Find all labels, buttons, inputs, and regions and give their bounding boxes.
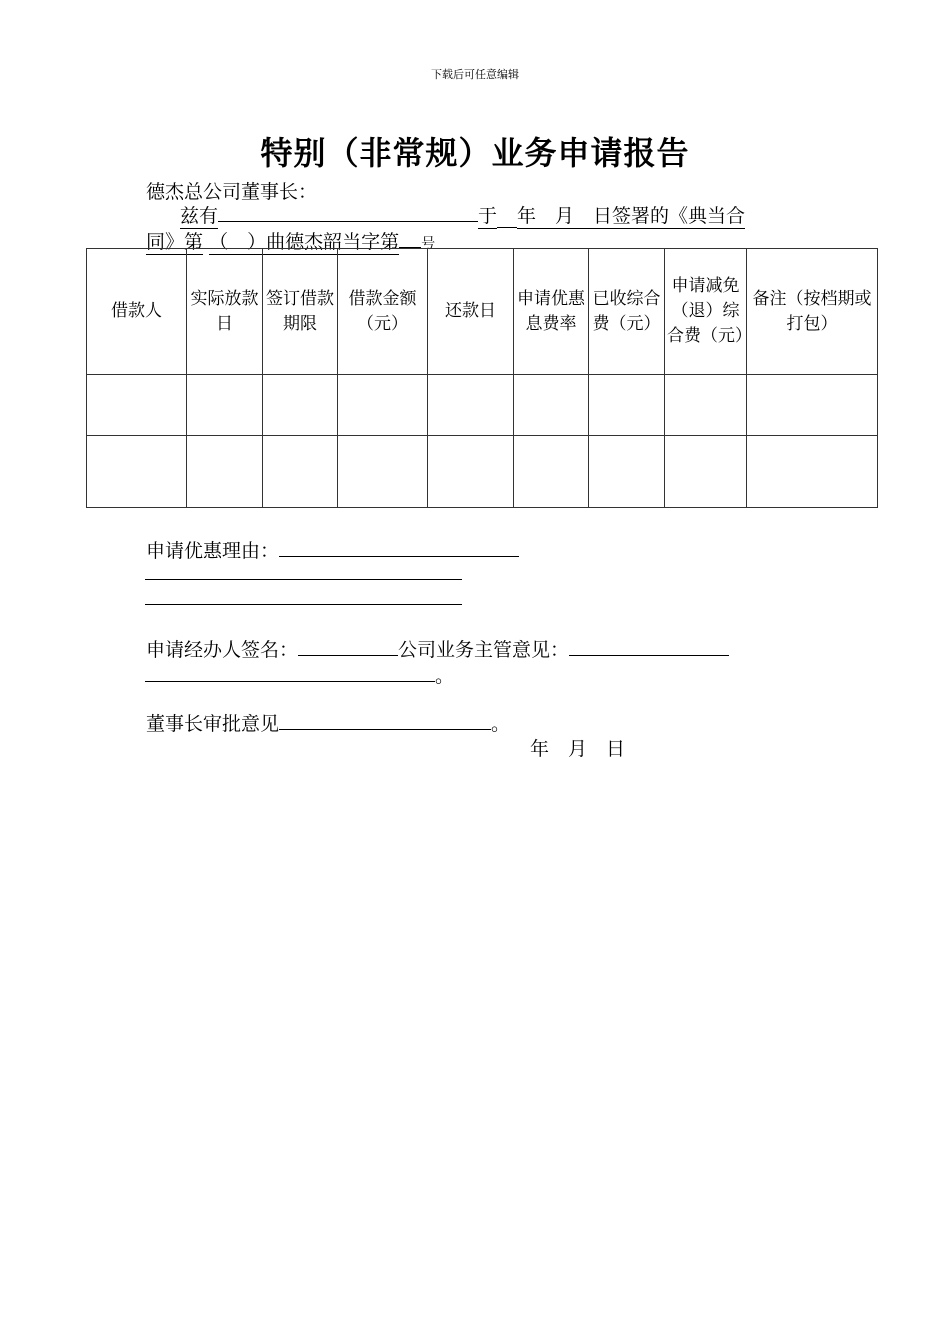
supervisor-line-2 bbox=[145, 661, 454, 688]
table-cell[interactable] bbox=[187, 375, 263, 436]
header-loan-term: 签订借款期限 bbox=[263, 249, 338, 375]
signer-label: 申请经办人签名： bbox=[146, 639, 299, 661]
period-2: 。 bbox=[491, 713, 511, 735]
header-note: 下载后可任意编辑 bbox=[431, 68, 519, 81]
header-repayment-date: 还款日 bbox=[428, 249, 514, 375]
header-remarks: 备注（按档期或打包） bbox=[747, 249, 878, 375]
header-fee-reduction: 申请减免（退）综合费（元） bbox=[665, 249, 747, 375]
loan-table bbox=[86, 248, 878, 508]
line1-date-part: 年 月 日签署的《典当合 bbox=[517, 201, 745, 229]
table-cell[interactable] bbox=[338, 375, 428, 436]
chairman-label: 董事长审批意见 bbox=[146, 713, 280, 735]
signer-blank[interactable] bbox=[298, 637, 398, 656]
supervisor-label: 公司业务主管意见： bbox=[398, 639, 570, 661]
table-cell[interactable] bbox=[589, 436, 665, 508]
supervisor-blank-2[interactable] bbox=[145, 663, 435, 682]
table-cell[interactable] bbox=[428, 375, 514, 436]
chairman-blank[interactable] bbox=[279, 711, 491, 730]
table-cell[interactable] bbox=[665, 375, 747, 436]
borrower-blank[interactable] bbox=[218, 203, 478, 222]
table-cell[interactable] bbox=[338, 436, 428, 508]
table-cell[interactable] bbox=[747, 375, 878, 436]
header-borrower: 借款人 bbox=[87, 249, 187, 375]
line2-part2: 曲德杰韶当字第 bbox=[266, 227, 399, 255]
table-cell[interactable] bbox=[187, 436, 263, 508]
line2-part1: 同》第 bbox=[146, 227, 203, 255]
header-actual-loan-date: 实际放款日 bbox=[187, 249, 263, 375]
table-cell[interactable] bbox=[87, 375, 187, 436]
table-cell[interactable] bbox=[263, 375, 338, 436]
salutation: 德杰总公司董事长： bbox=[146, 181, 318, 203]
table-row bbox=[87, 375, 878, 436]
chairman-line bbox=[146, 709, 510, 736]
contract-number-blank[interactable] bbox=[399, 229, 421, 248]
header-fees-received: 已收综合费（元） bbox=[589, 249, 665, 375]
line2-hao: 号 bbox=[421, 236, 436, 252]
supervisor-blank[interactable] bbox=[569, 637, 729, 656]
date-line: 年 月 日 bbox=[530, 738, 626, 760]
period-1: 。 bbox=[435, 665, 455, 687]
table-cell[interactable] bbox=[87, 436, 187, 508]
line1-prefix: 兹有 bbox=[180, 201, 218, 229]
line1-yu: 于 bbox=[478, 201, 497, 229]
table-cell[interactable] bbox=[514, 436, 589, 508]
year-blank[interactable] bbox=[497, 205, 517, 228]
header-loan-amount: 借款金额（元） bbox=[338, 249, 428, 375]
table-cell[interactable] bbox=[514, 375, 589, 436]
reason-blank-line-3[interactable] bbox=[145, 604, 462, 605]
line2-paren: （ ） bbox=[209, 227, 266, 255]
table-header-row bbox=[87, 249, 878, 375]
page-title: 特别（非常规）业务申请报告 bbox=[260, 134, 690, 172]
reason-label: 申请优惠理由： bbox=[146, 540, 280, 562]
table-row bbox=[87, 436, 878, 508]
table-cell[interactable] bbox=[428, 436, 514, 508]
table-cell[interactable] bbox=[263, 436, 338, 508]
reason-blank[interactable] bbox=[279, 538, 519, 557]
contract-line-1 bbox=[180, 201, 745, 229]
header-discount-rate: 申请优惠息费率 bbox=[514, 249, 589, 375]
table-cell[interactable] bbox=[665, 436, 747, 508]
table-cell[interactable] bbox=[589, 375, 665, 436]
table-cell[interactable] bbox=[747, 436, 878, 508]
reason-blank-line-2[interactable] bbox=[145, 579, 462, 580]
reason-line bbox=[146, 536, 519, 563]
signer-line bbox=[146, 635, 729, 662]
